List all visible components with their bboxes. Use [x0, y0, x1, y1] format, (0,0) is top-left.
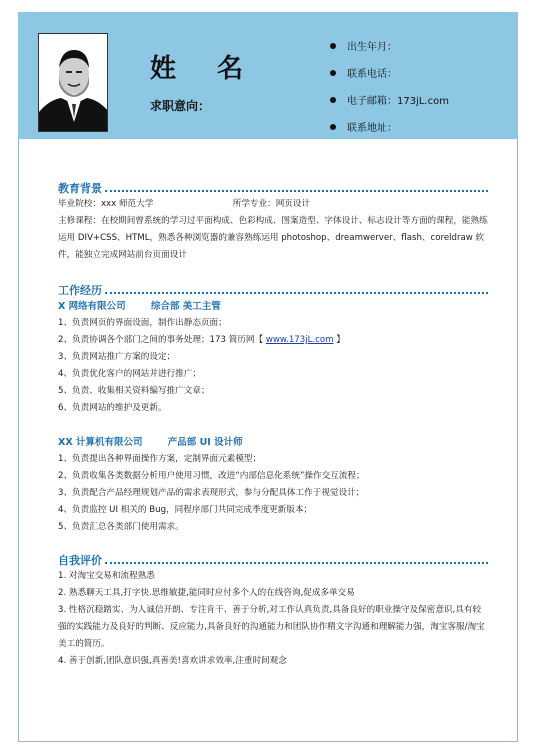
job-item: 6、负责网站的维护及更新。 [58, 403, 167, 413]
bullet-icon [330, 70, 336, 76]
self-eval-item: 1. 对淘宝交易和流程熟悉 [58, 571, 155, 581]
info-birth-label: 出生年月： [347, 42, 397, 53]
bullet-icon [330, 124, 336, 130]
job-role: 综合部 美工主管 [150, 301, 221, 312]
info-address-label: 联系地址： [347, 123, 397, 134]
education-heading [58, 180, 488, 196]
section-divider [105, 190, 488, 192]
job-item: 4、负责监控 UI 相关的 Bug，同程序部门共同完成季度更新版本； [58, 505, 313, 515]
job-item: 1、负责网页的界面设面，制作出静态页面； [58, 318, 227, 328]
work-heading [58, 282, 488, 298]
job-item: 4、负责优化客户的网站并进行推广； [58, 369, 201, 379]
self-eval-item: 4. 善于创新,团队意识强,真善美!喜欢讲求效率,注重时间观念 [58, 656, 287, 666]
work-title: 工作经历 [58, 284, 102, 297]
job-intent-label: 求职意向： [150, 99, 211, 113]
job-header [58, 298, 488, 315]
section-divider [105, 562, 488, 564]
job-company: XX 计算机有限公司 [58, 437, 143, 448]
job-item-suffix: 】 [333, 335, 345, 345]
education-section [58, 180, 488, 264]
self-eval-item: 3. 性格沉稳踏实、为人诚信开朗、专注肯干、善于分析,对工作认真负责,具备良好的职业操守及保密意识,具有较强的实践能力及良好的判断、反应能力,具备良好的沟通能力和团队协作精文字沟通和理解能力强，淘宝客服/淘宝美工的简历。 [58, 605, 485, 649]
section-divider [105, 292, 488, 294]
job-item: 5、负责、收集相关资料编写推广文章； [58, 386, 210, 396]
self-eval-section [58, 552, 488, 670]
info-phone-label: 联系电话： [347, 69, 397, 80]
info-email [330, 86, 510, 113]
job-item: 1、负责提出各种界面操作方案，定制界面元素模型； [58, 454, 262, 464]
work-section [58, 282, 488, 536]
self-eval-heading [58, 552, 488, 568]
bullet-icon [330, 97, 336, 103]
education-major: 所学专业：网页设计 [232, 199, 311, 209]
education-title: 教育背景 [58, 182, 102, 195]
job-item-text: 2、负责协调各个部门之间的事务处理；173 简历网【 [58, 335, 266, 345]
info-phone [330, 59, 510, 86]
job-header [58, 434, 488, 451]
self-eval-item: 2. 熟悉聊天工具,打字快.思维敏捷,能同时应付多个人的在线咨询,促成多单交易 [58, 588, 355, 598]
website-link[interactable]: www.173jL.com [265, 335, 334, 345]
info-email-label: 电子邮箱：173jL.com [347, 96, 449, 107]
profile-photo [38, 33, 108, 132]
job-item [58, 332, 488, 349]
education-school-row [58, 196, 488, 213]
education-courses: 主修课程：在校期间曾系统的学习过平面构成、色彩构成、图案造型、字体设计、标志设计等方面的课程，能熟练运用 DIV+CSS、HTML，熟悉各种浏览器的兼容熟练运用 photoshop、dreamwerver、flash、coreldraw 软件，能独立完成网站前台页面设计 [58, 216, 488, 260]
self-eval-title: 自我评价 [58, 554, 102, 567]
education-school: 毕业院校：xxx 师范大学 [58, 199, 154, 209]
job-item: 3、负责配合产品经理规划产品的需求表现形式，参与分配具体工作于视觉设计； [58, 488, 365, 498]
info-birth [330, 32, 510, 59]
info-address [330, 113, 510, 140]
job-role: 产品部 UI 设计师 [167, 437, 243, 448]
job-item: 3、负责网站推广方案的设定； [58, 352, 176, 362]
job-company: X 网络有限公司 [58, 301, 126, 312]
contact-info [330, 32, 510, 140]
job-item: 2、负责收集各类数据分析用户使用习惯，改进“内部信息化系统”操作交互流程； [58, 471, 365, 481]
bullet-icon [330, 43, 336, 49]
candidate-name: 姓 名 [150, 54, 260, 84]
job-item: 5、负责汇总各类部门使用需求。 [58, 522, 184, 532]
